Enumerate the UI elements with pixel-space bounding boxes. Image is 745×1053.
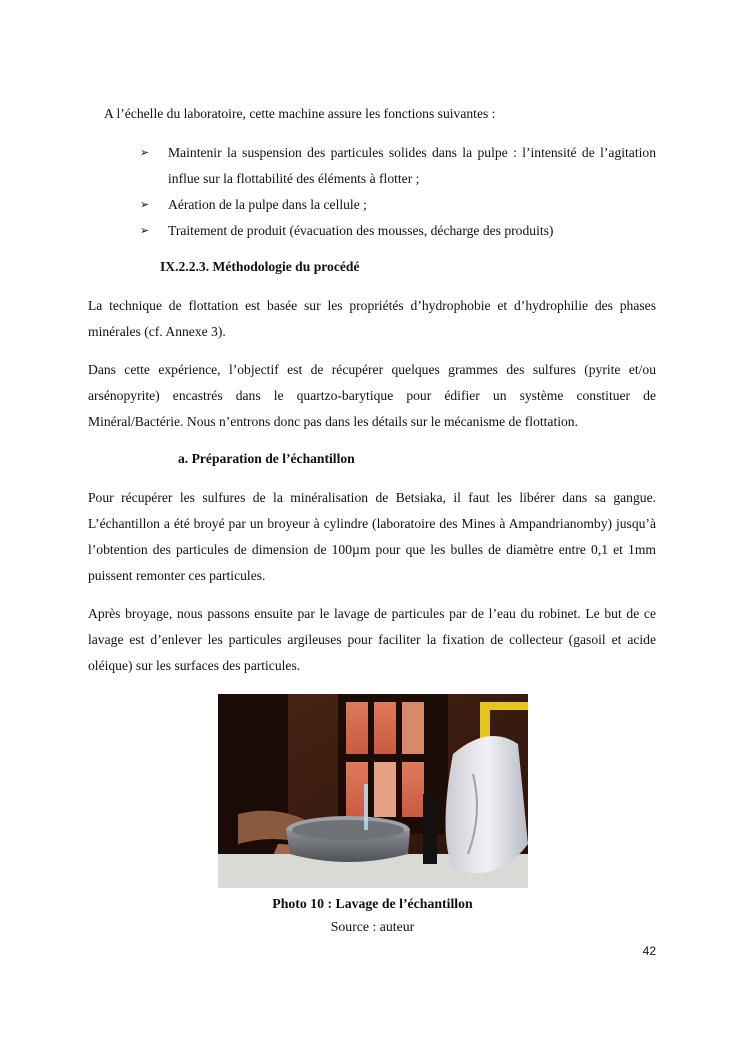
- list-item-text: Maintenir la suspension des particules solides dans la pulpe : l’intensité de l’agitation influe sur la flottabilité des éléments à flotter ;: [168, 145, 656, 186]
- photo-caption: Photo 10 : Lavage de l’échantillon: [272, 896, 473, 911]
- photo-source: Source : auteur: [330, 919, 415, 934]
- list-item-text: Aération de la pulpe dans la cellule ;: [168, 197, 367, 212]
- list-item-text: Traitement de produit (évacuation des mousses, décharge des produits): [168, 223, 554, 238]
- list-item: [140, 218, 656, 244]
- function-list: [140, 140, 656, 244]
- page-number: 42: [642, 944, 656, 958]
- paragraph: La technique de flottation est basée sur les propriétés d’hydrophobie et d’hydrophilie des phases minérales (cf. Annexe 3).: [88, 298, 656, 339]
- paragraph: Pour récupérer les sulfures de la minéralisation de Betsiaka, il faut les libérer dans sa gangue. L’échantillon a été broyé par un broyeur à cylindre (laboratoire des Mines à Ampandrianomby) jusqu’à l’obtention des particules de dimension de 100µm pour que les bulles de diamètre entre 0,1 et 1mm puissent remonter ces particules.: [88, 490, 656, 583]
- list-item: [140, 140, 656, 192]
- paragraph: Après broyage, nous passons ensuite par le lavage de particules par de l’eau du robinet. Le but de ce lavage est d’enlever les particules argileuses pour faciliter la fixation de collecteur (gasoil et acide oléique) sur les surfaces des particules.: [88, 606, 656, 673]
- intro-text: A l’échelle du laboratoire, cette machine assure les fonctions suivantes :: [104, 106, 496, 121]
- paragraph: Dans cette expérience, l’objectif est de récupérer quelques grammes des sulfures (pyrite et/ou arsénopyrite) encastrés dans le quartzo-barytique pour édifier un système constituer de Minéral/Bactérie. Nous n’entrons donc pas dans les détails sur le mécanisme de flottation.: [88, 362, 656, 429]
- subheading: a. Préparation de l’échantillon: [178, 451, 355, 466]
- list-item: [140, 192, 656, 218]
- section-heading: IX.2.2.3. Méthodologie du procédé: [160, 259, 360, 274]
- arrowhead-bullet-icon: ➢: [140, 146, 150, 159]
- photo-illustration: [218, 694, 528, 888]
- arrowhead-bullet-icon: ➢: [140, 198, 150, 211]
- sample-washing-photo: [218, 694, 528, 888]
- arrowhead-bullet-icon: ➢: [140, 224, 150, 237]
